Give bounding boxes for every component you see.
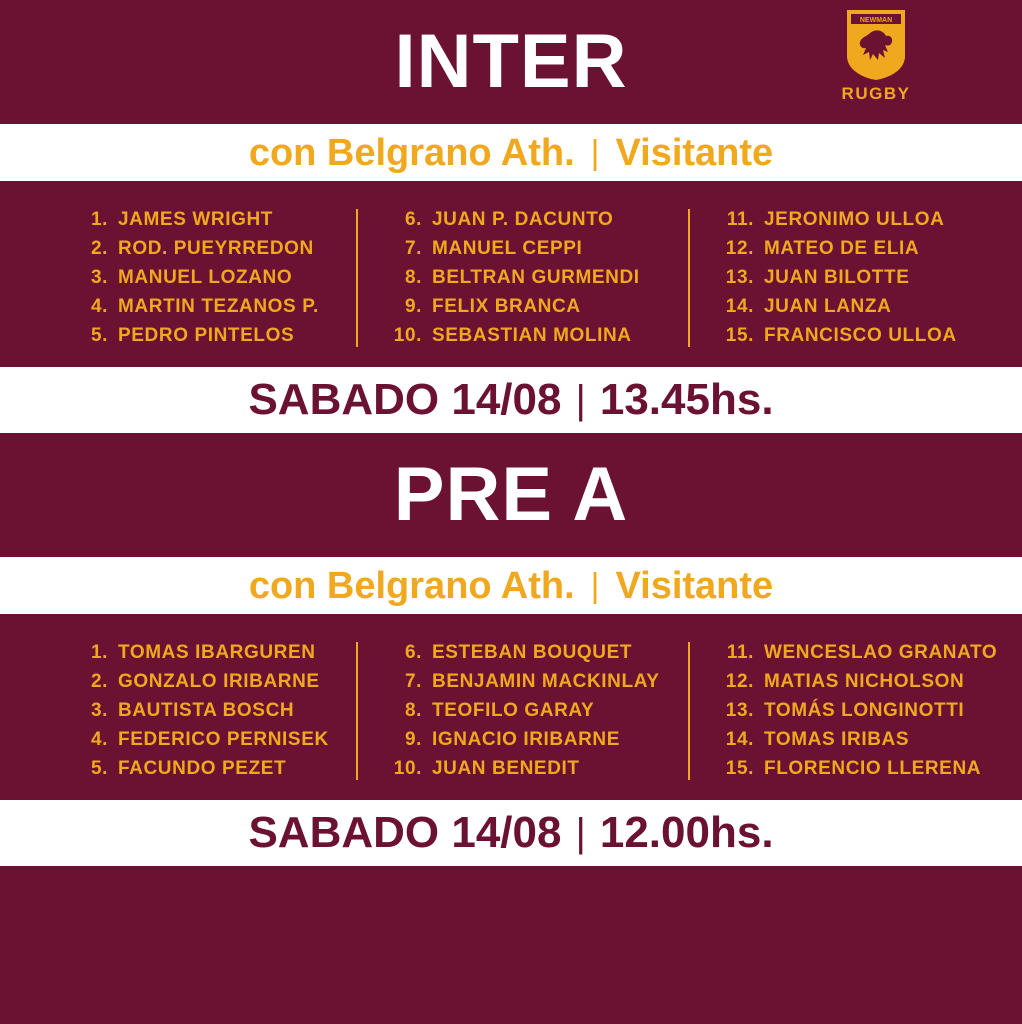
list-item: [720, 267, 1020, 289]
player-name: FACUNDO PEZET: [118, 758, 287, 779]
player-number: 6.: [404, 209, 422, 230]
player-name: WENCESLAO GRANATO: [764, 642, 998, 663]
date-separator: |: [575, 377, 586, 422]
player-number: 8.: [404, 267, 422, 288]
player-name: MANUEL CEPPI: [432, 238, 583, 259]
player-name: TEOFILO GARAY: [432, 700, 595, 721]
match-2-roster-column-1: [2, 642, 356, 780]
player-number: 1.: [90, 642, 108, 663]
match-2-title-band: [0, 433, 1022, 557]
player-name: JERONIMO ULLOA: [764, 209, 945, 230]
match-1-roster-column-3: [688, 209, 1020, 347]
match-2-title: PRE A: [393, 452, 629, 537]
player-number: 11.: [726, 642, 754, 663]
list-item: [720, 700, 1020, 722]
player-name: JAMES WRIGHT: [118, 209, 273, 230]
player-number: 9.: [404, 296, 422, 317]
player-name: MATEO DE ELIA: [764, 238, 920, 259]
match-1-time: 13.45hs.: [599, 375, 774, 424]
list-item: [388, 296, 688, 318]
list-item: [720, 642, 1020, 664]
list-item: [720, 296, 1020, 318]
player-name: BAUTISTA BOSCH: [118, 700, 295, 721]
list-item: [74, 729, 356, 751]
player-name: FEDERICO PERNISEK: [118, 729, 329, 750]
match-1-roster-column-1: [2, 209, 356, 347]
match-1-venue: Visitante: [615, 131, 774, 174]
list-item: [388, 758, 688, 780]
player-number: 12.: [725, 238, 754, 259]
match-2-roster: [0, 614, 1022, 800]
player-name: BELTRAN GURMENDI: [432, 267, 640, 288]
list-item: [720, 238, 1020, 260]
subtitle-separator: |: [590, 566, 600, 605]
match-1-subtitle-band: [0, 124, 1022, 181]
player-name: TOMAS IRIBAS: [764, 729, 910, 750]
list-item: [74, 238, 356, 260]
match-1-title-band: [0, 0, 1022, 124]
list-item: [720, 325, 1020, 347]
player-number: 10.: [393, 325, 422, 346]
match-2-venue: Visitante: [615, 564, 774, 607]
player-number: 11.: [726, 209, 754, 230]
player-name: TOMÁS LONGINOTTI: [764, 700, 965, 721]
list-item: [720, 671, 1020, 693]
player-name: JUAN LANZA: [764, 296, 892, 317]
match-2-opponent: con Belgrano Ath.: [248, 564, 575, 607]
player-number: 10.: [393, 758, 422, 779]
list-item: [720, 729, 1020, 751]
player-name: MANUEL LOZANO: [118, 267, 293, 288]
match-1-date: SABADO 14/08: [248, 375, 562, 424]
player-number: 15.: [725, 325, 754, 346]
list-item: [74, 325, 356, 347]
list-item: [74, 296, 356, 318]
player-number: 6.: [404, 642, 422, 663]
match-1-date-band: [0, 367, 1022, 433]
player-name: MATIAS NICHOLSON: [764, 671, 965, 692]
player-number: 4.: [90, 296, 108, 317]
player-name: GONZALO IRIBARNE: [118, 671, 320, 692]
player-name: FRANCISCO ULLOA: [764, 325, 957, 346]
player-name: FELIX BRANCA: [432, 296, 581, 317]
player-number: 1.: [90, 209, 108, 230]
list-item: [388, 729, 688, 751]
player-name: JUAN BILOTTE: [764, 267, 910, 288]
player-number: 13.: [725, 700, 754, 721]
list-item: [388, 700, 688, 722]
list-item: [74, 758, 356, 780]
player-number: 9.: [404, 729, 422, 750]
list-item: [388, 209, 688, 231]
list-item: [720, 758, 1020, 780]
player-name: FLORENCIO LLERENA: [764, 758, 982, 779]
list-item: [388, 671, 688, 693]
match-2-date: SABADO 14/08: [248, 808, 562, 857]
list-item: [74, 671, 356, 693]
match-2-subtitle-band: [0, 557, 1022, 614]
player-number: 2.: [90, 238, 108, 259]
player-number: 13.: [725, 267, 754, 288]
player-name: JUAN BENEDIT: [432, 758, 580, 779]
match-2-roster-column-2: [356, 642, 688, 780]
player-number: 14.: [725, 296, 754, 317]
player-name: ROD. PUEYRREDON: [118, 238, 314, 259]
list-item: [388, 642, 688, 664]
date-separator: |: [575, 810, 586, 855]
player-number: 8.: [404, 700, 422, 721]
subtitle-separator: |: [590, 133, 600, 172]
player-number: 7.: [404, 671, 422, 692]
player-number: 3.: [90, 267, 108, 288]
match-2-date-band: [0, 800, 1022, 866]
player-number: 5.: [90, 758, 108, 779]
player-number: 5.: [90, 325, 108, 346]
player-name: MARTIN TEZANOS P.: [118, 296, 319, 317]
player-name: PEDRO PINTELOS: [118, 325, 295, 346]
player-number: 15.: [725, 758, 754, 779]
list-item: [74, 209, 356, 231]
match-2-roster-column-3: [688, 642, 1020, 780]
player-number: 2.: [90, 671, 108, 692]
match-1-roster: [0, 181, 1022, 367]
list-item: [74, 642, 356, 664]
list-item: [720, 209, 1020, 231]
match-1-roster-column-2: [356, 209, 688, 347]
player-number: 7.: [404, 238, 422, 259]
list-item: [74, 267, 356, 289]
player-name: IGNACIO IRIBARNE: [432, 729, 620, 750]
newman-rugby-logo: [828, 8, 924, 116]
player-name: SEBASTIAN MOLINA: [432, 325, 632, 346]
logo-rugby-label: RUGBY: [841, 84, 911, 103]
lion-shield-icon: [845, 8, 907, 82]
player-number: 14.: [725, 729, 754, 750]
player-name: TOMAS IBARGUREN: [118, 642, 316, 663]
match-1-opponent: con Belgrano Ath.: [248, 131, 575, 174]
player-number: 12.: [725, 671, 754, 692]
match-2-time: 12.00hs.: [599, 808, 774, 857]
player-name: JUAN P. DACUNTO: [432, 209, 614, 230]
list-item: [388, 267, 688, 289]
player-number: 3.: [90, 700, 108, 721]
list-item: [388, 325, 688, 347]
player-name: ESTEBAN BOUQUET: [432, 642, 633, 663]
match-1-title: INTER: [394, 19, 628, 104]
svg-text:NEWMAN: NEWMAN: [859, 17, 893, 24]
list-item: [74, 700, 356, 722]
player-name: BENJAMIN MACKINLAY: [432, 671, 660, 692]
list-item: [388, 238, 688, 260]
player-number: 4.: [90, 729, 108, 750]
